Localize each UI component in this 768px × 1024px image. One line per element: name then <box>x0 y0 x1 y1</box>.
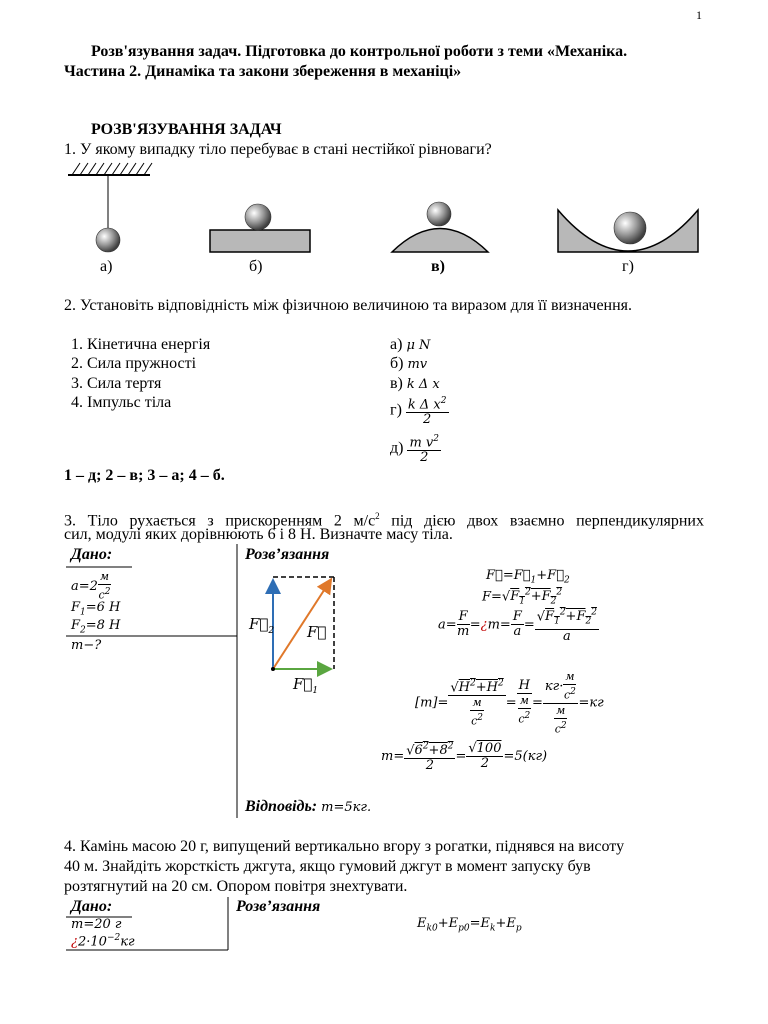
q2-item-1: 1. Кінетична енергія <box>71 336 211 353</box>
q4-given-label: Дано: <box>71 898 113 915</box>
q4-given-m-si: ¿$2\cdot 10^{-2}кг$ <box>71 933 135 950</box>
section-heading: РОЗВ'ЯЗУВАННЯ ЗАДАЧ <box>91 121 282 138</box>
q2-option-c: в) k Δ x <box>390 375 440 392</box>
q3-given-label: Дано: <box>71 546 113 563</box>
q2-option-e: д) $\frac{m v^2}{2}$ <box>390 434 440 466</box>
doc-title-line1: Розв'язування задач. Підготовка до контрольної роботи з теми «Механіка. <box>91 43 628 60</box>
q2-text: 2. Установіть відповідність між фізичною величиною та виразом для її визначення. <box>64 297 633 314</box>
q3-text-line1: 3. Тіло рухається з прискоренням 2 $м/с^2$ під дією двох взаємно перпендикулярних <box>64 511 704 530</box>
formula-magnitude: $F=√F_1^2+F_2^2$ <box>482 588 563 607</box>
q4-given-m: m=20 г <box>71 917 122 932</box>
q4-text-line2: 40 м. Знайдіть жорсткість джгута, якщо гумовий джгут в момент запуску був <box>64 858 591 875</box>
formula-calc: m= $\frac{√6^2+8^2}{2}$ = $\frac{√100}{2}$ =5(кг) <box>381 741 548 774</box>
q4-solution-label: Розв’язання <box>236 898 321 915</box>
q1-label-d: г) <box>622 258 634 275</box>
q3-solution-label: Розв’язання <box>245 546 330 563</box>
formula-mass: a= $\frac{F}{m}$ =¿m= $\frac{F}{a}$ = $\frac{√F_1^2+F_2^2}{a}$ <box>438 608 597 644</box>
q2-option-a: а) μ N <box>390 336 431 353</box>
q3-text-line2: сил, модулі яких дорівнюють 6 і 8 Н. Визначте масу тіла. <box>64 526 453 543</box>
q2-option-b: б) mv <box>390 355 428 372</box>
q4-text-line3: розтягнутий на 20 см. Опором повітря знехтувати. <box>64 878 408 895</box>
q2-item-4: 4. Імпульс тіла <box>71 394 172 411</box>
q3-given-a: a=2 $\frac{м}{с^2}$ <box>71 570 111 602</box>
q4-text-line1: 4. Камінь масою 20 г, випущений вертикально вгору з рогатки, піднявся на висоту <box>64 838 625 855</box>
q1-label-b: б) <box>249 258 263 275</box>
q3-given-f1: $F_1=6$ Н <box>71 600 121 618</box>
q1-text: 1. У якому випадку тіло перебуває в стані нестійкої рівноваги? <box>64 141 492 158</box>
formula-vector-sum: $F⃗=F⃗_1+F⃗_2$ <box>486 568 570 586</box>
vector-f2-label: $F⃗_2$ <box>249 615 275 636</box>
q3-answer: Відповідь: m=5кг. <box>245 798 372 815</box>
q3-given-unknown: m−? <box>71 638 102 653</box>
q3-given-f2: $F_2=8$ Н <box>71 618 121 636</box>
q2-item-3: 3. Сила тертя <box>71 375 162 392</box>
q4-formula-energy: $E_{k0}+E_{p0}=E_k+E_p$ <box>417 916 522 934</box>
q1-label-c: в) <box>431 258 445 275</box>
formula-units: [m]= $\frac{√Н^2+Н^2}{\frac{м}{с^2}}$ = $\frac{Н}{\frac{м}{с^2}}$ = кг· $\frac{м}{с^2}$ $\frac{м}{с^2}$ =кг <box>415 670 604 736</box>
q1-label-a: а) <box>100 258 113 275</box>
vector-f1-label: $F⃗_1$ <box>293 675 319 696</box>
doc-title-line2: Частина 2. Динаміка та закони збереження в механіці» <box>64 63 462 80</box>
vector-f-label: F⃗ <box>307 623 327 641</box>
q2-option-d: г) $\frac{k \Delta x^2}{2}$ <box>390 396 447 428</box>
page-number: 1 <box>696 8 702 22</box>
q2-answer: 1 – д; 2 – в; 3 – а; 4 – б. <box>64 467 225 484</box>
q2-item-2: 2. Сила пружності <box>71 355 197 372</box>
